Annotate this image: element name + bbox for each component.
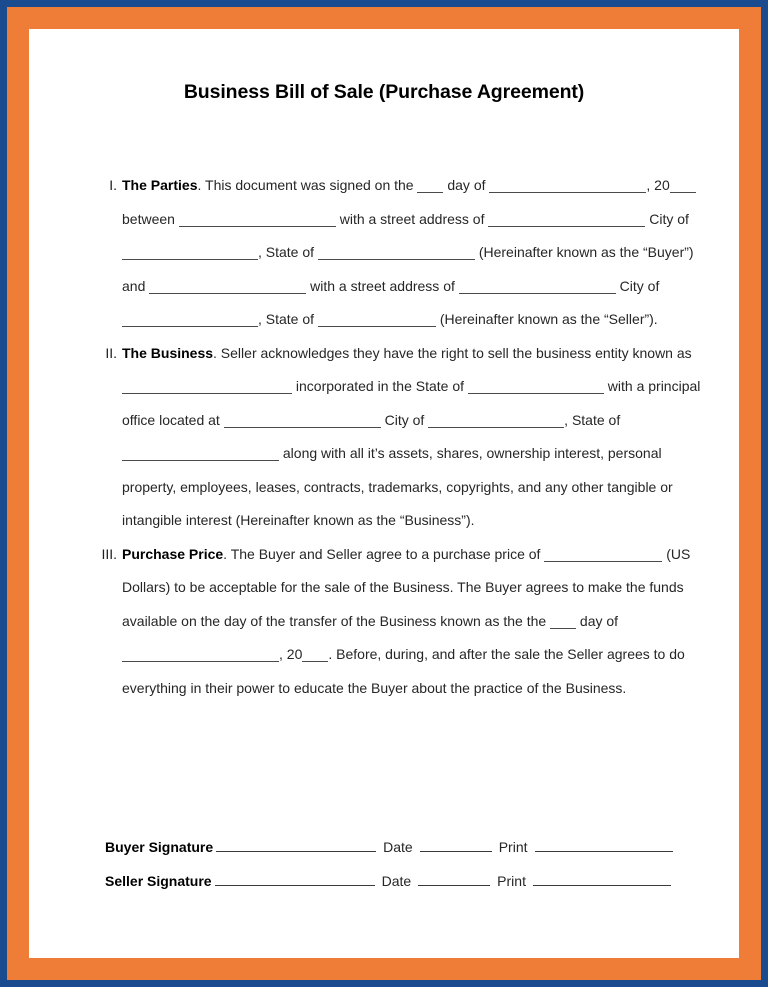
blank-purchase-amount[interactable] bbox=[544, 549, 662, 562]
clause-2-heading: The Business bbox=[122, 344, 214, 361]
seller-date-label: Date bbox=[381, 872, 412, 889]
clause-1-seg-11: (Hereinafter known as the “Seller”). bbox=[435, 311, 658, 327]
blank-day[interactable] bbox=[417, 180, 443, 193]
clause-3-text bbox=[122, 538, 717, 706]
clause-1-seg-1: day of bbox=[443, 177, 490, 193]
blank-month[interactable] bbox=[489, 180, 646, 193]
clause-numeral-3: III. bbox=[101, 545, 117, 562]
clause-2-seg-4: , State of bbox=[564, 411, 621, 428]
clause-2-seg-3: City of bbox=[380, 411, 429, 428]
blank-buyer-state[interactable] bbox=[318, 247, 475, 260]
blank-seller-address[interactable] bbox=[459, 281, 616, 294]
blank-buyer-name[interactable] bbox=[179, 214, 336, 227]
clause-the-parties bbox=[29, 169, 739, 337]
document-page bbox=[29, 29, 739, 958]
clause-purchase-price bbox=[29, 538, 739, 706]
clause-2-text bbox=[122, 337, 717, 538]
blank-transfer-month[interactable] bbox=[122, 649, 279, 662]
seller-print-label: Print bbox=[497, 872, 526, 889]
clause-1-seg-9: City of bbox=[615, 277, 660, 294]
clause-1-seg-2: , 20 bbox=[646, 177, 670, 193]
buyer-print-label: Print bbox=[498, 839, 528, 855]
clause-2-seg-5: along with all it’s assets, shares, ownership interest, personal property, employees, leases, contracts, trademarks, copyrights, and any other tangible or intangible interest (Hereinafter known as the “Business”). bbox=[122, 445, 673, 528]
buyer-date-line[interactable] bbox=[420, 838, 492, 852]
blank-principal-office[interactable] bbox=[224, 415, 381, 428]
inner-orange-border bbox=[7, 7, 761, 980]
clause-1-seg-3: between bbox=[122, 210, 179, 227]
clause-3-seg-2: day of bbox=[576, 612, 619, 629]
clause-2-seg-2: with a principal office located at bbox=[122, 378, 701, 428]
signature-block bbox=[29, 831, 739, 898]
blank-business-name[interactable] bbox=[122, 381, 292, 394]
buyer-signature-line[interactable] bbox=[216, 838, 376, 852]
blank-business-city[interactable] bbox=[428, 415, 564, 428]
seller-print-line[interactable] bbox=[533, 872, 671, 886]
clause-1-seg-4: with a street address of bbox=[335, 210, 489, 227]
blank-incorporation-state[interactable] bbox=[468, 381, 604, 394]
blank-seller-city[interactable] bbox=[122, 314, 258, 327]
blank-seller-name[interactable] bbox=[149, 281, 306, 294]
seller-signature-row bbox=[105, 865, 717, 899]
clause-1-seg-8: with a street address of bbox=[306, 277, 459, 294]
blank-year[interactable] bbox=[670, 180, 696, 193]
clause-1-text bbox=[122, 169, 717, 337]
clause-1-seg-10: , State of bbox=[258, 311, 318, 327]
document-body bbox=[29, 169, 739, 705]
clause-3-seg-0: . The Buyer and Seller agree to a purchase price of bbox=[223, 545, 545, 562]
buyer-print-line[interactable] bbox=[535, 838, 673, 852]
clause-numeral-2: II. bbox=[105, 344, 117, 361]
buyer-signature-row bbox=[105, 831, 717, 865]
buyer-signature-label: Buyer Signature bbox=[105, 839, 214, 855]
clause-3-seg-3: , 20 bbox=[279, 646, 303, 662]
blank-seller-state[interactable] bbox=[318, 314, 436, 327]
clause-1-seg-5: City of bbox=[645, 210, 689, 227]
blank-business-state[interactable] bbox=[122, 448, 279, 461]
clause-1-seg-7: (Hereinafter known as the “Buyer”) and bbox=[122, 244, 694, 294]
page-title: Business Bill of Sale (Purchase Agreement) bbox=[183, 81, 585, 103]
blank-transfer-year[interactable] bbox=[302, 649, 328, 662]
clause-3-seg-1: (US Dollars) to be acceptable for the sale of the Business. The Buyer agrees to make the funds available on the day of the transfer of the Business known as the the bbox=[122, 545, 691, 629]
seller-date-line[interactable] bbox=[418, 872, 490, 886]
clause-1-seg-6: , State of bbox=[258, 244, 318, 260]
clause-1-heading: The Parties bbox=[122, 177, 198, 193]
blank-buyer-address[interactable] bbox=[488, 214, 645, 227]
clause-1-seg-0: . This document was signed on the bbox=[197, 177, 418, 193]
blank-transfer-day[interactable] bbox=[550, 616, 576, 629]
clause-2-seg-1: incorporated in the State of bbox=[292, 378, 468, 394]
clause-2-seg-0: . Seller acknowledges they have the right to sell the business entity known as bbox=[213, 344, 692, 361]
blank-buyer-city[interactable] bbox=[122, 247, 258, 260]
clause-3-seg-4: . Before, during, and after the sale the Seller agrees to do everything in their power to educate the Buyer about the practice of the Business. bbox=[122, 646, 685, 696]
seller-signature-line[interactable] bbox=[215, 872, 375, 886]
clause-3-heading: Purchase Price bbox=[122, 545, 224, 562]
clause-the-business bbox=[29, 337, 739, 538]
clause-numeral-1: I. bbox=[109, 177, 117, 193]
buyer-date-label: Date bbox=[383, 839, 413, 855]
seller-signature-label: Seller Signature bbox=[105, 872, 212, 889]
